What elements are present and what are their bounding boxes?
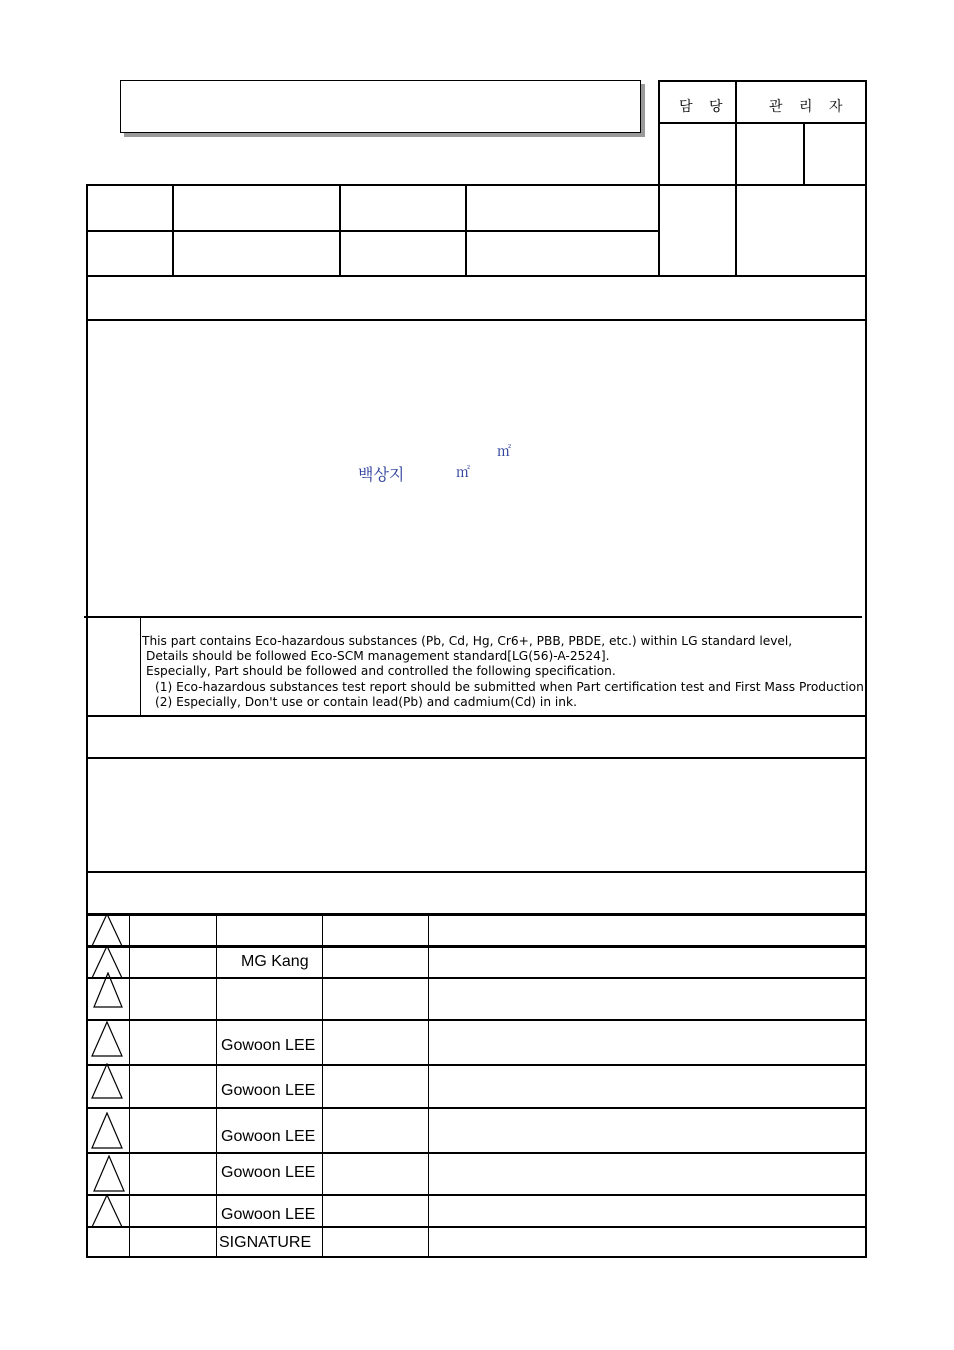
revision-triangle-icon: [90, 1021, 124, 1057]
revision-triangle-icon: [92, 1155, 126, 1192]
eco-notice-line-4: (1) Eco-hazardous substances test report should be submitted when Part certification test and First Mass Production.: [155, 680, 868, 694]
manager-label: 관 리 자: [769, 99, 849, 115]
revision-triangle-icon: [90, 1063, 124, 1099]
revision-signature: Gowoon LEE: [221, 1164, 316, 1181]
revision-triangle-icon: [92, 972, 124, 1008]
document-title-box: [120, 80, 641, 133]
material-name: 백상지: [358, 465, 405, 484]
revision-signature: MG Kang: [241, 953, 309, 970]
eco-notice-line-3: Especially, Part should be followed and controlled the following specification.: [146, 664, 616, 678]
revision-signature: Gowoon LEE: [221, 1037, 316, 1054]
staff-label: 담 당: [679, 99, 729, 115]
revision-signature: Gowoon LEE: [221, 1206, 316, 1223]
eco-notice-line-5: (2) Especially, Don't use or contain lead(Pb) and cadmium(Cd) in ink.: [155, 695, 577, 709]
eco-notice-line-1: This part contains Eco-hazardous substances (Pb, Cd, Hg, Cr6+, PBB, PBDE, etc.) within LG standard level,: [142, 634, 793, 648]
revision-triangle-icon: [90, 1194, 124, 1228]
signature-footer-label: SIGNATURE: [219, 1234, 312, 1251]
section-divider: [86, 319, 866, 321]
unit-mark-1: ㎡: [497, 444, 511, 460]
revision-signature: Gowoon LEE: [221, 1082, 316, 1099]
revision-signature: Gowoon LEE: [221, 1128, 316, 1145]
unit-mark-2: ㎡: [456, 465, 470, 481]
revision-triangle-icon: [90, 913, 124, 947]
eco-notice-line-2: Details should be followed Eco-SCM management standard[LG(56)-A-2524].: [146, 649, 610, 663]
revision-triangle-icon: [90, 1112, 124, 1149]
